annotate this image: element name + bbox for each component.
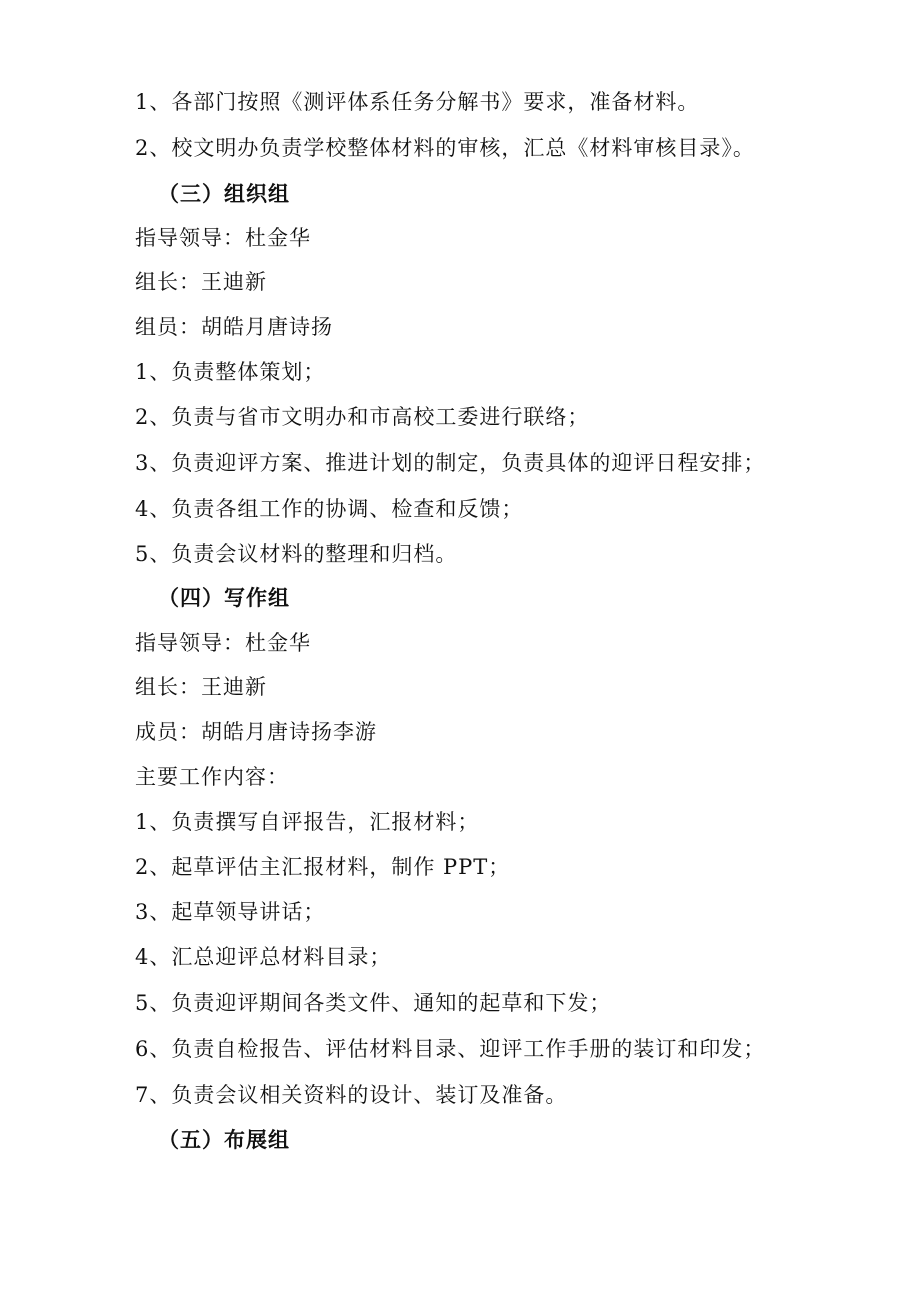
text-line-5: 组长：王迪新 xyxy=(135,270,267,294)
text-line-13: 指导领导：杜金华 xyxy=(135,631,311,655)
text-line-23: 7、负责会议相关资料的设计、装订及准备。 xyxy=(135,1083,568,1107)
text-line-10: 4、负责各组工作的协调、检查和反馈； xyxy=(135,497,524,521)
text-line-21: 5、负责迎评期间各类文件、通知的起草和下发； xyxy=(135,991,612,1015)
text-line-14: 组长：王迪新 xyxy=(135,675,267,699)
text-line-9: 3、负责迎评方案、推进计划的制定，负责具体的迎评日程安排； xyxy=(135,451,766,475)
text-line-11: 5、负责会议材料的整理和归档。 xyxy=(135,542,458,566)
text-line-6: 组员：胡皓月唐诗扬 xyxy=(135,315,333,339)
text-line-17: 1、负责撰写自评报告，汇报材料； xyxy=(135,810,480,834)
text-line-19: 3、起草领导讲话； xyxy=(135,900,326,924)
text-line-22: 6、负责自检报告、评估材料目录、迎评工作手册的装订和印发； xyxy=(135,1037,766,1061)
section-heading-5: （五）布展组 xyxy=(158,1127,290,1152)
text-line-7: 1、负责整体策划； xyxy=(135,360,326,384)
text-line-2: 2、校文明办负责学校整体材料的审核，汇总《材料审核目录》。 xyxy=(135,136,755,160)
text-line-8: 2、负责与省市文明办和市高校工委进行联络； xyxy=(135,405,590,429)
text-line-4: 指导领导：杜金华 xyxy=(135,226,311,250)
section-heading-4: （四）写作组 xyxy=(158,585,290,610)
section-heading-3: （三）组织组 xyxy=(158,181,290,206)
text-line-18: 2、起草评估主汇报材料，制作 PPT； xyxy=(135,855,511,879)
text-line-15: 成员：胡皓月唐诗扬李游 xyxy=(135,720,377,744)
text-line-1: 1、各部门按照《测评体系任务分解书》要求，准备材料。 xyxy=(135,90,700,114)
text-line-20: 4、汇总迎评总材料目录； xyxy=(135,945,392,969)
text-line-16: 主要工作内容： xyxy=(135,765,289,789)
